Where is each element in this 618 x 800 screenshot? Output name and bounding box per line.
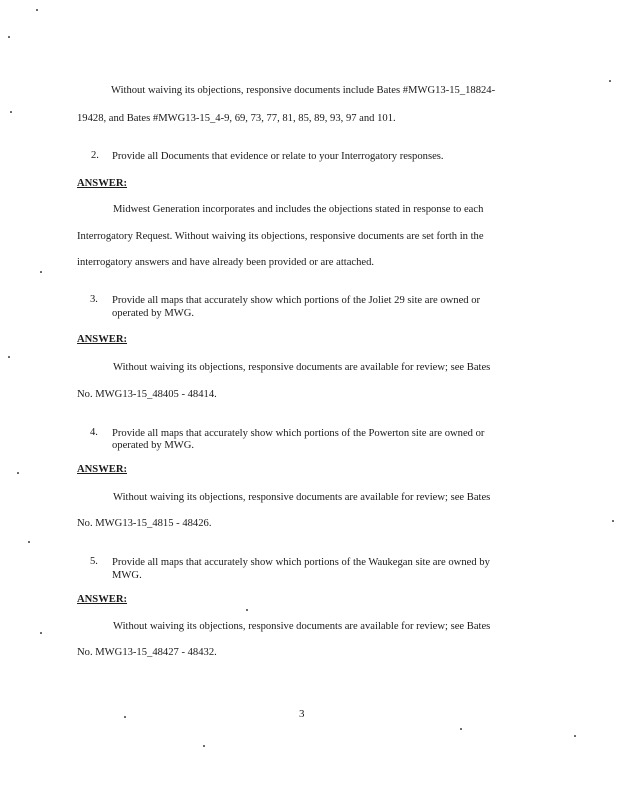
item4-answer-label: ANSWER: bbox=[77, 464, 128, 475]
item5-request-line1: Provide all maps that accurately show which portions of the Waukegan site are owned by bbox=[112, 557, 490, 568]
scan-speck bbox=[574, 735, 576, 737]
page-number: 3 bbox=[299, 708, 305, 720]
item5-answer-label: ANSWER: bbox=[77, 594, 128, 605]
scan-speck bbox=[8, 356, 10, 358]
item2-answer-line2: Interrogatory Request. Without waiving its objections, responsive documents are set forth in the bbox=[77, 231, 484, 242]
item4-request-line2: operated by MWG. bbox=[112, 440, 195, 451]
item5-request-line2: MWG. bbox=[112, 570, 142, 581]
para1-line1: Without waiving its objections, responsive documents include Bates #MWG13-15_18824- bbox=[111, 85, 496, 96]
scan-speck bbox=[28, 541, 30, 543]
item2-number: 2. bbox=[91, 150, 99, 161]
scan-speck bbox=[40, 632, 42, 634]
scan-speck bbox=[36, 9, 38, 11]
item5-answer-line2: No. MWG13-15_48427 - 48432. bbox=[77, 647, 217, 658]
item4-number: 4. bbox=[90, 427, 98, 438]
scan-speck bbox=[8, 36, 10, 38]
item2-answer-line3: interrogatory answers and have already been provided or are attached. bbox=[77, 257, 375, 268]
item3-request-line2: operated by MWG. bbox=[112, 308, 195, 319]
item3-answer-line1: Without waiving its objections, responsive documents are available for review; see Bates bbox=[113, 362, 491, 373]
scan-speck bbox=[609, 80, 611, 82]
scan-speck bbox=[246, 609, 248, 611]
item3-number: 3. bbox=[90, 294, 98, 305]
scan-speck bbox=[460, 728, 462, 730]
para1-line2: 19428, and Bates #MWG13-15_4-9, 69, 73, 77, 81, 85, 89, 93, 97 and 101. bbox=[77, 113, 396, 124]
scan-speck bbox=[124, 716, 126, 718]
item3-request-line1: Provide all maps that accurately show which portions of the Joliet 29 site are owned or bbox=[112, 295, 481, 306]
item5-answer-line1: Without waiving its objections, responsive documents are available for review; see Bates bbox=[113, 621, 491, 632]
item4-answer-line1: Without waiving its objections, responsive documents are available for review; see Bates bbox=[113, 492, 491, 503]
scan-speck bbox=[612, 520, 614, 522]
scan-speck bbox=[10, 111, 12, 113]
scan-speck bbox=[17, 472, 19, 474]
item5-number: 5. bbox=[90, 556, 98, 567]
scan-speck bbox=[203, 745, 205, 747]
item4-request-line1: Provide all maps that accurately show which portions of the Powerton site are owned or bbox=[112, 428, 485, 439]
item2-request: Provide all Documents that evidence or relate to your Interrogatory responses. bbox=[112, 151, 444, 162]
item3-answer-label: ANSWER: bbox=[77, 334, 128, 345]
item4-answer-line2: No. MWG13-15_4815 - 48426. bbox=[77, 518, 212, 529]
item3-answer-line2: No. MWG13-15_48405 - 48414. bbox=[77, 389, 217, 400]
scan-speck bbox=[40, 271, 42, 273]
item2-answer-label: ANSWER: bbox=[77, 178, 128, 189]
item2-answer-line1: Midwest Generation incorporates and includes the objections stated in response to each bbox=[113, 204, 484, 215]
